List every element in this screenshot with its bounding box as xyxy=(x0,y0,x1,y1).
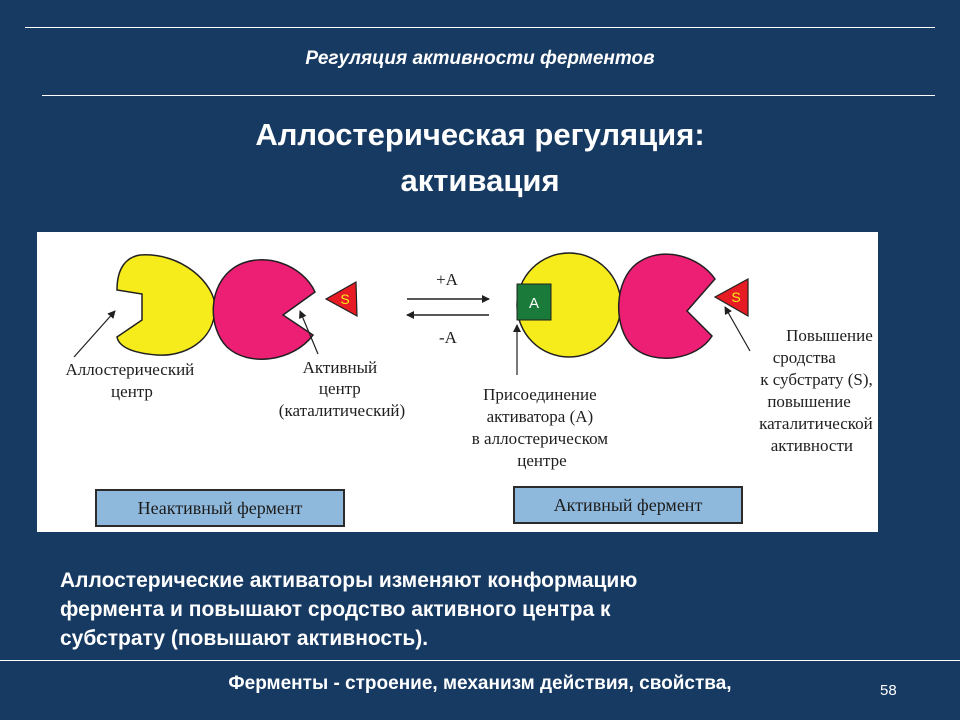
top-rule xyxy=(25,27,935,28)
inactive-catalytic-subunit xyxy=(213,260,315,359)
allosteric-center-annotation: Аллостерический центр xyxy=(65,360,195,401)
active-substrate-label: S xyxy=(731,289,741,305)
description-line3: субстрату (повышают активность). xyxy=(60,627,429,650)
allosteric-center-pointer xyxy=(74,311,115,357)
main-title-line2: активация xyxy=(400,163,560,198)
footer-text: Ферменты - строение, механизм действия, свойства, xyxy=(228,673,732,694)
footer-rule xyxy=(0,660,960,661)
description-line2: фермента и повышают сродство активного центра к xyxy=(60,598,611,621)
inactive-substrate-label: S xyxy=(340,291,350,307)
affinity-increase-annotation: Повышение сродства к субстрату (S), повышение каталитической активности xyxy=(759,326,873,455)
allosteric-activation-diagram xyxy=(37,232,878,532)
activator-binding-annotation: Присоединение активатора (А) в аллостерическом центре xyxy=(471,385,609,470)
description-text xyxy=(60,566,920,653)
description-line1: Аллостерические активаторы изменяют конформацию xyxy=(60,569,638,592)
inactive-allosteric-subunit xyxy=(117,255,215,355)
active-center-annotation: Активный центр (каталитический) xyxy=(278,358,406,420)
main-title xyxy=(0,112,960,204)
forward-arrow-label: +A xyxy=(436,270,458,289)
header-title: Регуляция активности ферментов xyxy=(305,48,655,69)
inactive-enzyme-label: Неактивный фермент xyxy=(95,489,345,527)
page-number: 58 xyxy=(880,682,897,699)
header-rule xyxy=(42,95,935,96)
main-title-line1: Аллостерическая регуляция: xyxy=(255,117,705,152)
bound-activator-label: A xyxy=(528,295,540,312)
active-catalytic-subunit xyxy=(619,254,715,358)
active-enzyme-label: Активный фермент xyxy=(513,486,743,524)
back-arrow-label: -A xyxy=(439,328,457,347)
